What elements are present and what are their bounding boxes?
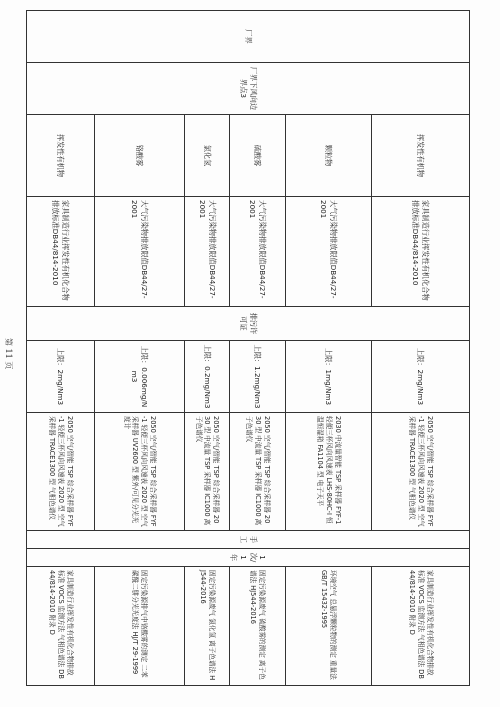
page-number: 第 11 页	[4, 338, 13, 370]
pollutant-cell: 颗粒物	[286, 115, 372, 197]
standard-cell: 家具制造行业挥发性有机化合物排放标准DB44/814-2010	[372, 197, 470, 307]
method-cell: 家具制造行业挥发性有机化合物排放标准 VOCS 监测方法 气相色谱法 DB 44/814-2010 附录 D	[27, 567, 95, 686]
instrument-cell: 2030 中流量智能 TSP 采样器 FYF-1 轻便三杯风向风速表 LHS-80HC-I 恒温恒湿箱 FA1104 型 电子天平	[286, 413, 372, 531]
table-row	[372, 11, 470, 686]
instrument-cell: 2050 空气/智能 TSP 综合采样器 FYF-1 轻便三杯风向风速表 2020 型 空气采样器 TRACE1300 型 气相色谱仪	[27, 413, 95, 531]
method-cell: 固定污染源排气中铬酸雾的测定 二苯碳酰二肼分光光度法 HJ/T 29-1999	[95, 567, 185, 686]
standard-cell: 大气污染物排放限值DB44/27-2001	[95, 197, 185, 307]
limit-cell: 上限：1.2mg/Nm3	[230, 341, 286, 413]
method-cell: 环境空气 总悬浮颗粒物的测定 重量法 GB/T 15432-1995	[286, 567, 372, 686]
rotated-table-wrapper	[27, 10, 470, 685]
manual-cell: 手工	[27, 531, 470, 549]
pollutant-cell: 铬酸雾	[95, 115, 185, 197]
frequency-cell: 1次/1年	[27, 549, 470, 567]
pollutant-cell: 硫酸雾	[230, 115, 286, 197]
standard-cell: 大气污染物排放限值DB44/27-2001	[230, 197, 286, 307]
pollutant-cell: 氯化氢	[185, 115, 230, 197]
method-cell: 固定污染源废气 氯化氢 离子色谱法 HJ544-2016	[185, 567, 230, 686]
standard-cell: 大气污染物排放限值DB44/27-2001	[185, 197, 230, 307]
monitoring-table	[26, 10, 470, 686]
standard-cell: 大气污染物排放限值DB44/27-2001	[286, 197, 372, 307]
method-cell: 固定污染源废气 硫酸雾的测定 离子色谱法 HJ544-2016	[230, 567, 286, 686]
instrument-cell: 2050 空气/智能 TSP 综合采样器 FYF-1 轻便三杯风向风速表 2020 型 空气采样器 TRACE1300 型 气相色谱仪	[372, 413, 470, 531]
limit-cell: 上限：0.006mg/Nm3	[95, 341, 185, 413]
pollutant-cell: 挥发性有机物	[372, 115, 470, 197]
limit-cell: 上限：2mg/Nm3	[372, 341, 470, 413]
pollutant-cell: 挥发性有机物	[27, 115, 95, 197]
limit-cell: 上限：1mg/Nm3	[286, 341, 372, 413]
permit-cell: 排污许可证	[27, 307, 470, 341]
instrument-cell: 2050 空气/智能 TSP 综合采样器 2030 型 中流量 TSP 采样器 IC1000 离子色谱仪	[230, 413, 286, 531]
point-cell: 厂界下风向边界点3	[27, 63, 470, 115]
instrument-cell: 2050 空气/智能 TSP 综合采样器 FYF-1 轻便三杯风向风速表 2020 型 空气采样器 UV2600 型 紫外/可见分光光度计	[95, 413, 185, 531]
area-cell: 厂界	[27, 11, 470, 63]
standard-cell: 家具制造行业挥发性有机化合物排放标准DB44/814-2010	[27, 197, 95, 307]
instrument-cell: 2050 空气/智能 TSP 综合采样器 2030 型 中流量 TSP 采样器 IC1000 离子色谱仪	[185, 413, 230, 531]
method-cell: 家具制造行业挥发性有机化合物排放标准 VOCS 监测方法 气相色谱法 DB 44/814-2010 附录 D	[372, 567, 470, 686]
limit-cell: 上限：2mg/Nm3	[27, 341, 95, 413]
limit-cell: 上限：0.2mg/Nm3	[185, 341, 230, 413]
